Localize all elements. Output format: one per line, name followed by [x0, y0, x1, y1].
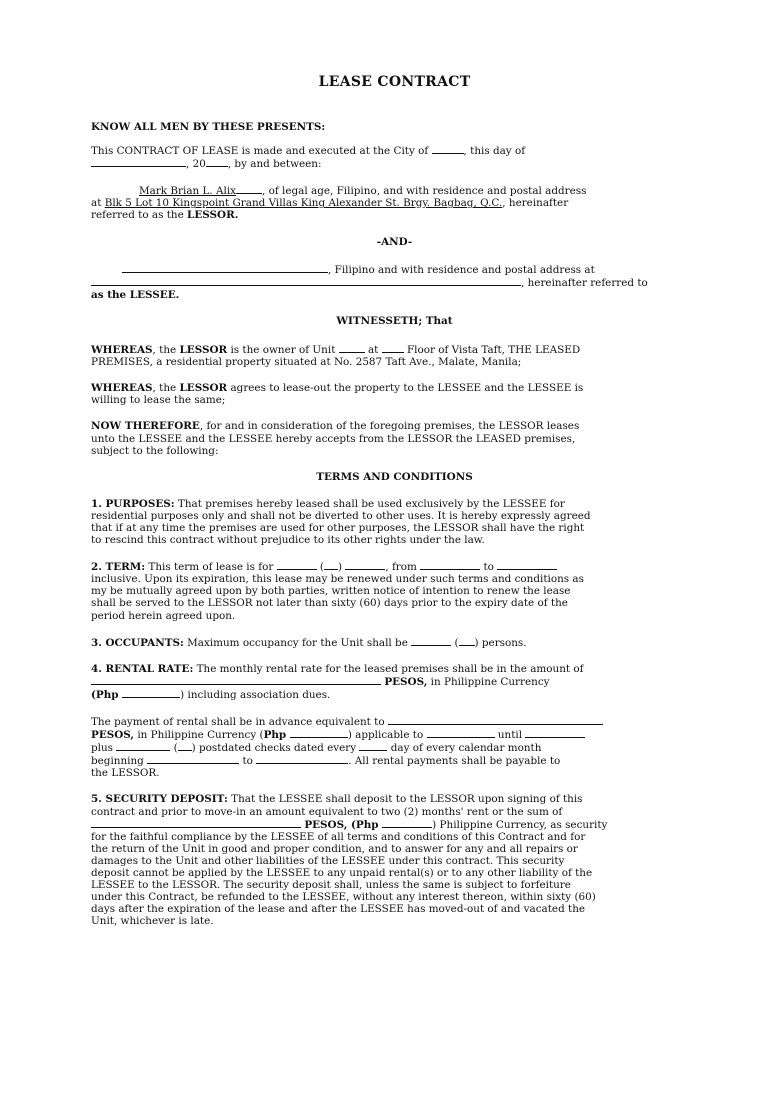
text: ) persons. — [474, 636, 527, 649]
text: plus — [91, 742, 117, 755]
blank — [147, 754, 239, 764]
text: LESSOR — [179, 382, 228, 395]
blank-lessee-address — [91, 276, 521, 286]
text: ( — [170, 742, 178, 755]
text: ( — [451, 636, 459, 649]
text: shall be served to the LESSOR not later than sixty (60) days prior to the expiry date of the — [91, 597, 568, 610]
text: to — [480, 561, 498, 574]
text: the LESSOR. — [91, 767, 160, 780]
text: ) — [337, 561, 346, 574]
text: referred to as the — [91, 209, 188, 222]
text: ) postdated checks dated every — [191, 742, 360, 755]
text: Php — [263, 729, 290, 742]
lessor-role: LESSOR. — [187, 209, 239, 222]
blank-deposit-amount — [382, 818, 432, 828]
text: PESOS, — [304, 818, 348, 831]
text: inclusive. Upon its expiration, this lease may be renewed under such terms and conditions as — [91, 573, 584, 586]
text: This term of lease is for — [145, 561, 277, 574]
now-therefore-paragraph — [91, 420, 698, 456]
text: the return of the Unit in good and proper condition, and to answer for any and all repairs or — [91, 842, 578, 855]
text: , hereinafter referred to — [521, 276, 648, 289]
blank — [345, 560, 385, 570]
lessor-address: Blk 5 Lot 10 Kingspoint Grand Villas King Alexander St. Brgy. Bagbag, Q.C. — [104, 197, 503, 210]
blank-unit — [339, 343, 365, 353]
lessor-name: Mark Brian L. Alix — [139, 185, 237, 198]
blank — [388, 715, 603, 725]
text: day of every calendar month — [387, 742, 542, 755]
blank — [290, 728, 348, 738]
blank — [497, 560, 557, 570]
text: beginning — [91, 755, 148, 768]
text: Unit, whichever is late. — [91, 915, 214, 928]
text: That premises hereby leased shall be used exclusively by the LESSEE for — [174, 497, 565, 510]
text: PESOS, — [384, 675, 428, 688]
blank — [420, 560, 480, 570]
text: in Philippine Currency — [427, 675, 550, 688]
blank-city — [432, 144, 464, 154]
text: contract and prior to move-in an amount equivalent to two (2) months' rent or the sum of — [91, 805, 563, 818]
text: that if at any time the premises are used for other purposes, the LESSOR shall have the right — [91, 521, 585, 534]
section-head: 1. PURPOSES: — [91, 497, 175, 510]
text: willing to lease the same; — [91, 394, 226, 407]
text: This CONTRACT OF LEASE is made and executed at the City of — [91, 145, 432, 158]
text: , the — [152, 382, 180, 395]
text: , by and between: — [227, 158, 322, 171]
text: , from — [385, 561, 421, 574]
text: Floor of Vista Taft, THE LEASED — [403, 344, 581, 357]
section-security-deposit — [91, 793, 698, 927]
blank-deposit-words — [91, 818, 301, 828]
text: PESOS, — [91, 729, 135, 742]
document-title: LEASE CONTRACT — [318, 74, 471, 90]
text: Maximum occupancy for the Unit shall be — [183, 636, 412, 649]
blank — [277, 560, 317, 570]
blank-date — [91, 157, 186, 167]
lessor-paragraph — [91, 184, 698, 221]
whereas-label: WHEREAS — [91, 382, 153, 395]
section-rental-rate — [91, 663, 698, 701]
text: PREMISES, a residential property situated at No. 2587 Taft Ave., Malate, Manila; — [91, 356, 522, 369]
text: damages to the Unit and other liabilities of the LESSEE under this contract. This security — [91, 854, 565, 867]
text: to — [239, 755, 257, 768]
text: ) applicable to — [347, 729, 427, 742]
blank — [116, 741, 170, 751]
intro-heading: KNOW ALL MEN BY THESE PRESENTS: — [91, 121, 326, 133]
blank — [324, 560, 338, 570]
blank — [411, 636, 451, 646]
text: in Philippine Currency ( — [134, 729, 264, 742]
text: The payment of rental shall be in advance equivalent to — [91, 716, 388, 728]
section-occupants — [91, 636, 698, 649]
whereas-paragraph-2 — [91, 382, 698, 406]
blank — [178, 741, 192, 751]
payment-paragraph — [91, 715, 698, 779]
section-head: 5. SECURITY DEPOSIT: — [91, 793, 228, 806]
blank — [359, 741, 387, 751]
blank-amount-words — [91, 675, 381, 685]
text: under this Contract, be refunded to the LESSEE, without any interest thereon, within sixty (60) — [91, 891, 596, 904]
contract-opening-paragraph — [91, 144, 698, 170]
now-therefore-label: NOW THEREFORE — [91, 420, 200, 433]
text: ) Philippine Currency, as security — [432, 818, 608, 831]
terms-heading: TERMS AND CONDITIONS — [316, 470, 473, 483]
section-head: 2. TERM: — [91, 561, 146, 574]
text: , of legal age, Filipino, and with residence and postal address — [262, 185, 587, 198]
text: deposit cannot be applied by the LESSEE to any unpaid rental(s) or to any other liability of the — [91, 867, 593, 880]
text: LESSEE to the LESSOR. The security deposit shall, unless the same is subject to forfeiture — [91, 879, 571, 892]
blank-floor — [382, 343, 404, 353]
blank-amount — [122, 688, 180, 698]
text: until — [494, 729, 526, 742]
text: to rescind this contract without prejudice to its other rights under the law. — [91, 534, 485, 547]
text: subject to the following: — [91, 444, 219, 457]
text: LESSOR — [179, 344, 228, 357]
whereas-label: WHEREAS — [91, 344, 153, 357]
text: for the faithful compliance by the LESSEE of all terms and conditions of this Contract and for — [91, 830, 586, 843]
text: agrees to lease-out the property to the LESSEE and the LESSEE is — [227, 382, 584, 395]
text: That the LESSEE shall deposit to the LESSOR upon signing of this — [227, 793, 583, 806]
text: (Php — [347, 818, 383, 831]
text: ) including association dues. — [180, 688, 331, 701]
lessee-role: as the LESSEE. — [91, 288, 180, 301]
text: , Filipino and with residence and postal address at — [328, 263, 595, 276]
text: , for and in consideration of the foregoing premises, the LESSOR leases — [199, 420, 580, 433]
document-page — [0, 74, 768, 1098]
text: at — [91, 197, 105, 210]
text: period herein agreed upon. — [91, 609, 236, 622]
text: (Php — [91, 688, 123, 701]
text: unto the LESSEE and the LESSEE hereby accepts from the LESSOR the LEASED premises, — [91, 432, 576, 445]
blank — [427, 728, 495, 738]
text: . All rental payments shall be payable to — [348, 755, 561, 768]
blank-year — [206, 157, 228, 167]
text: at — [364, 344, 382, 357]
text: , the — [152, 344, 180, 357]
text: ( — [316, 561, 324, 574]
blank-lessee-name — [122, 263, 328, 273]
text: , this day of — [463, 145, 526, 158]
text: , hereinafter — [502, 197, 569, 210]
lessee-paragraph — [91, 263, 698, 301]
blank — [256, 754, 348, 764]
witnesseth-heading: WITNESSETH; That — [336, 314, 453, 327]
blank-lessor — [236, 184, 262, 194]
section-purposes — [91, 498, 698, 546]
text: is the owner of Unit — [227, 344, 339, 357]
and-separator: -AND- — [376, 235, 413, 248]
text: days after the expiration of the lease and after the LESSEE has moved-out of and vacated the — [91, 903, 586, 916]
text: my be mutually agreed upon by both parties, written notice of intention to renew the lease — [91, 585, 571, 598]
blank — [525, 728, 585, 738]
text: residential purposes only and shall not be diverted to other uses. It is hereby expressly agreed — [91, 509, 591, 522]
section-head: 4. RENTAL RATE: — [91, 662, 194, 675]
section-head: 3. OCCUPANTS: — [91, 636, 184, 649]
whereas-paragraph-1 — [91, 343, 698, 368]
text: The monthly rental rate for the leased premises shall be in the amount of — [193, 662, 584, 675]
section-term — [91, 560, 698, 621]
blank — [459, 636, 475, 646]
text: , 20 — [186, 158, 206, 171]
